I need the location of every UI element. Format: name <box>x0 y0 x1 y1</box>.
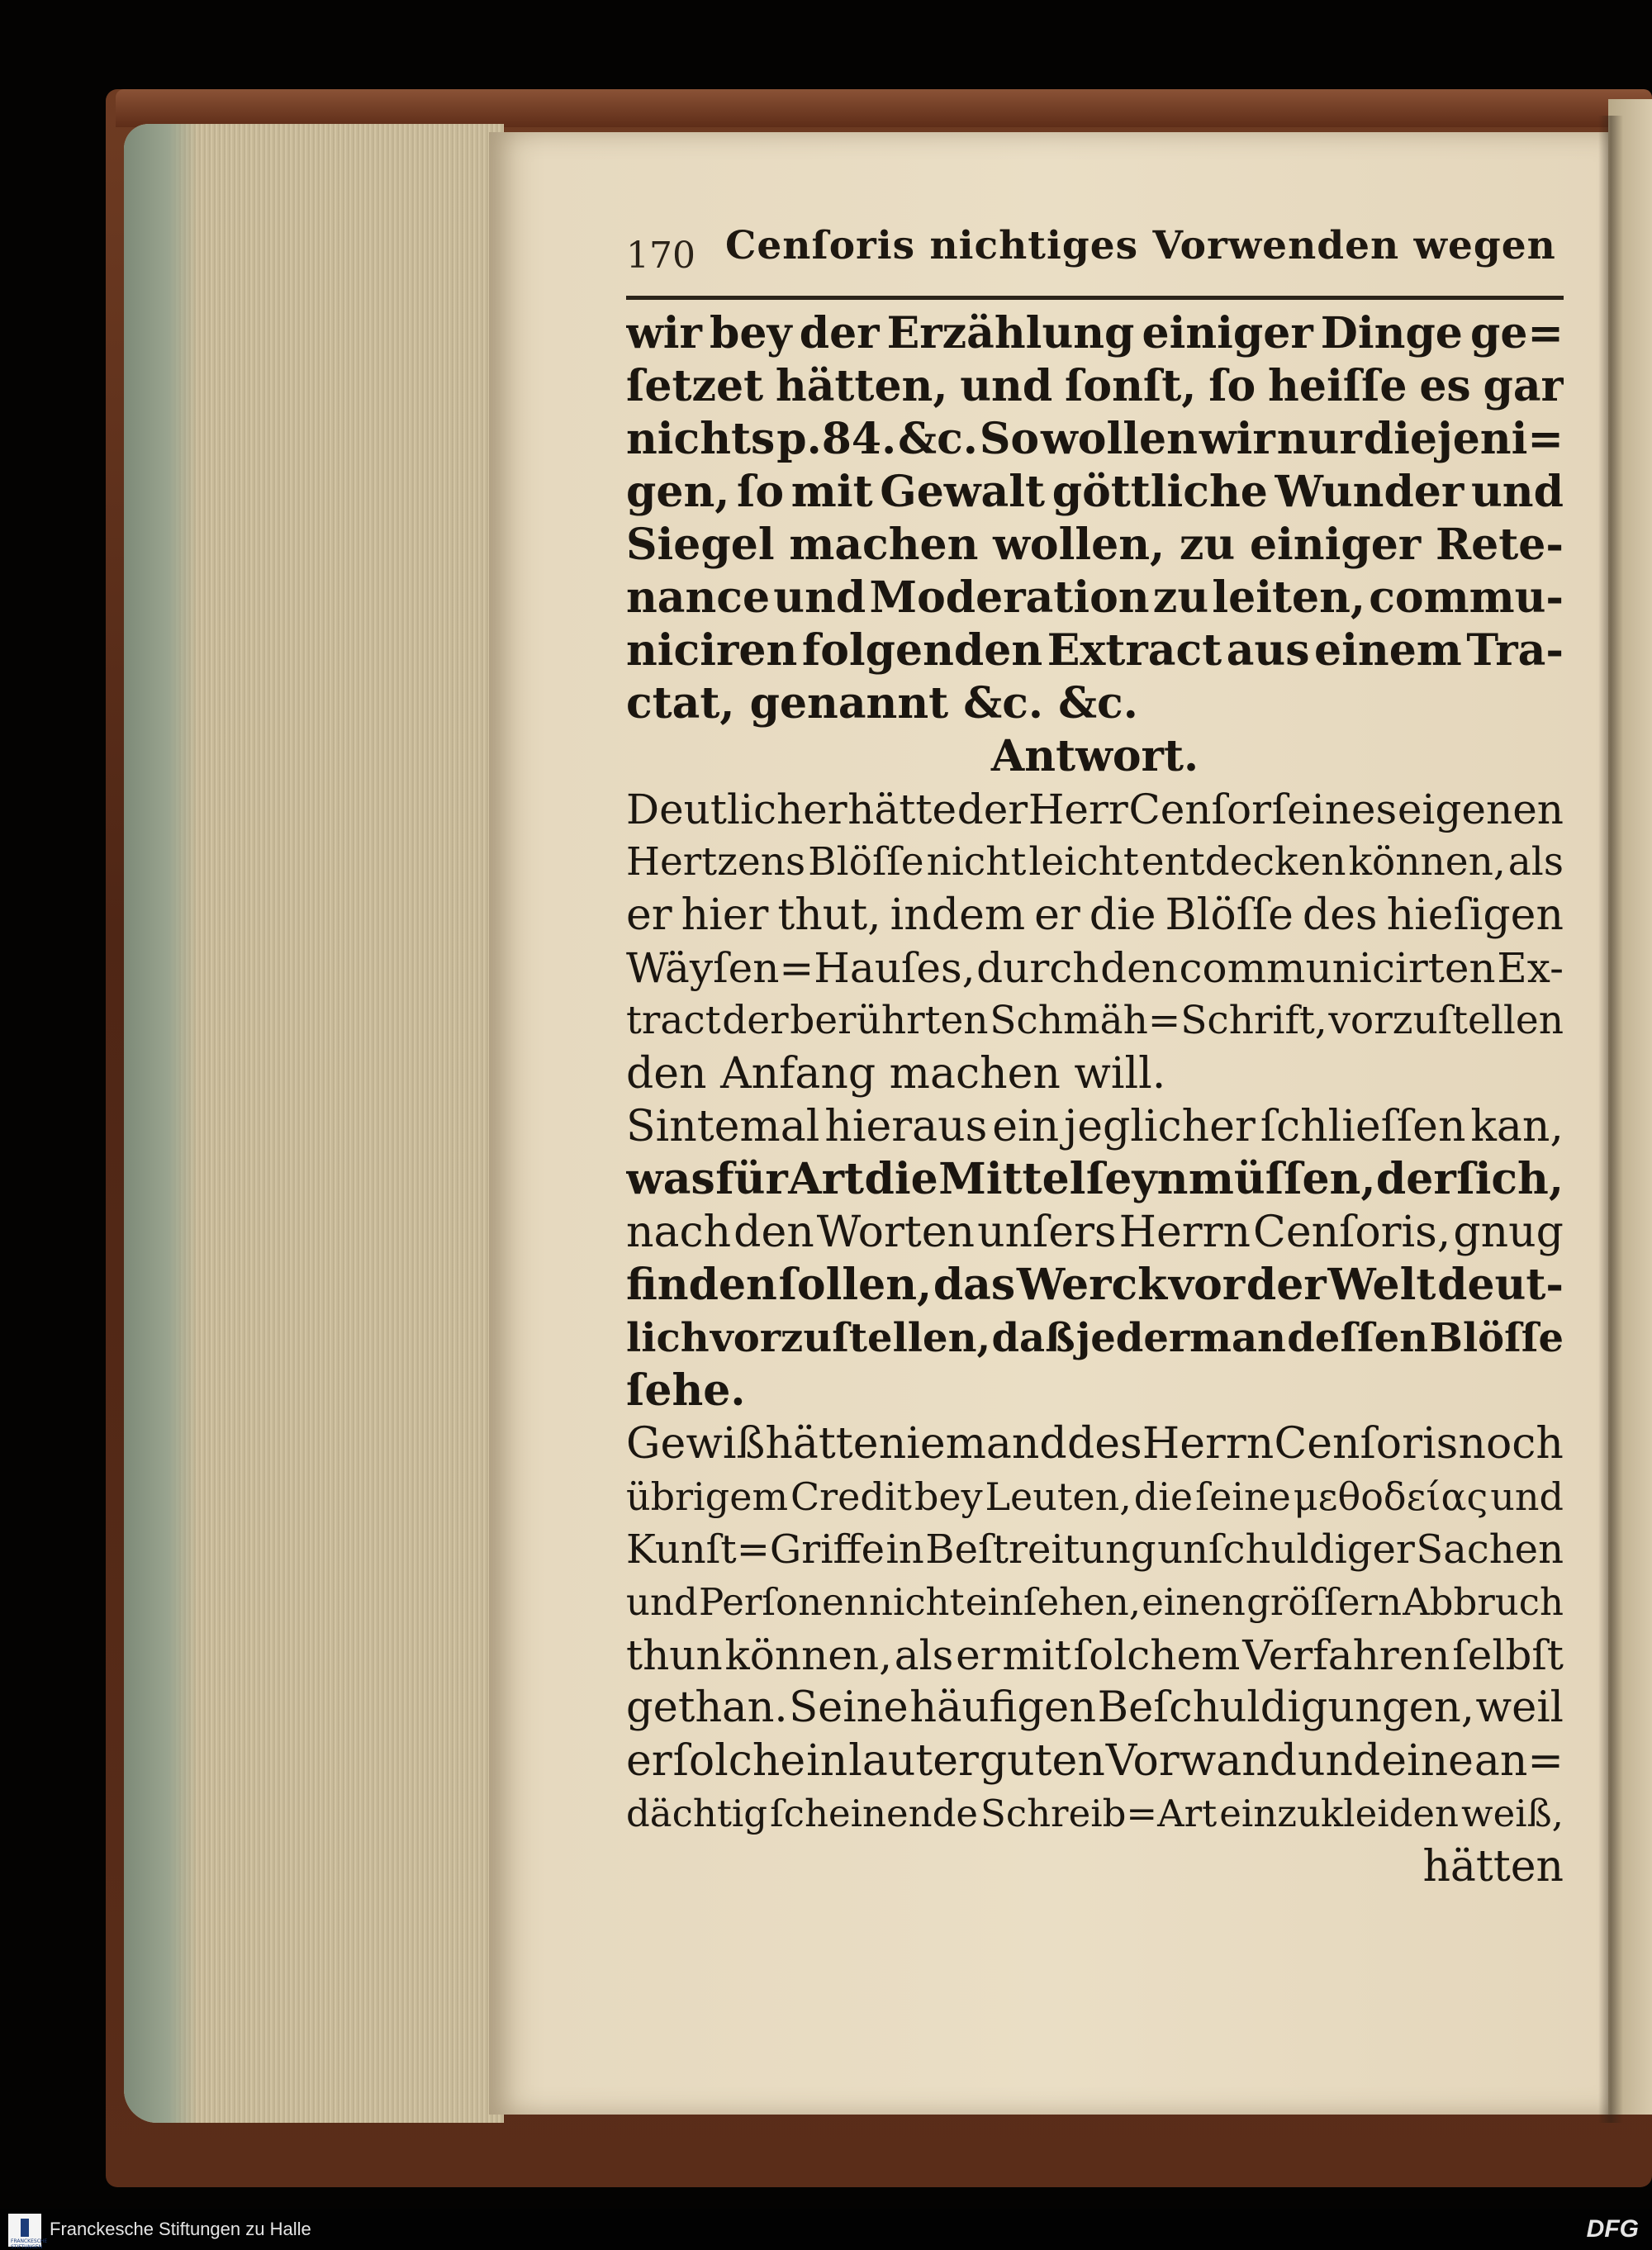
word: Abbruch <box>1403 1580 1564 1624</box>
text-line <box>626 572 1564 624</box>
word: heiſſe <box>1268 361 1408 411</box>
word: er <box>626 1736 672 1786</box>
word: Sachen <box>1416 1526 1564 1573</box>
word: Gewiß <box>626 1419 766 1469</box>
word: niemand <box>878 1419 1067 1469</box>
word: daß <box>991 1315 1075 1361</box>
word: es <box>1419 361 1471 411</box>
word: die <box>1133 1474 1194 1519</box>
text-line: ſehe. <box>626 1365 746 1416</box>
text-line: hätten <box>1422 1842 1564 1892</box>
word: thun <box>626 1631 723 1679</box>
word: ſolche <box>672 1736 806 1786</box>
logo-figure-icon <box>21 2219 29 2237</box>
text-line <box>626 1470 1564 1523</box>
text-line <box>626 1576 1564 1629</box>
word: hieſigen <box>1386 890 1564 940</box>
text-line <box>626 466 1564 519</box>
word: Herrn <box>1118 1208 1251 1257</box>
text-line <box>626 519 1564 572</box>
viewer-footer <box>0 2209 1652 2250</box>
word: ſeine <box>1195 1474 1291 1519</box>
word: nach <box>626 1208 732 1257</box>
text-line <box>626 1629 1564 1682</box>
word: hätte <box>765 1419 879 1469</box>
word: hätten, <box>775 361 948 411</box>
book-cover-top <box>116 89 1652 127</box>
word: Vorwand <box>1105 1736 1298 1786</box>
text-line <box>626 1417 1564 1470</box>
word: der <box>957 786 1028 833</box>
word: wir <box>1199 414 1275 464</box>
word: die <box>864 1154 938 1204</box>
word: nance <box>626 572 771 623</box>
word: ſetzet <box>626 361 764 411</box>
word: die <box>1089 890 1156 940</box>
word: des <box>1066 1419 1142 1469</box>
text-line <box>626 624 1564 677</box>
word: der <box>1375 1154 1456 1204</box>
text-line <box>626 1206 1564 1259</box>
word: ſelbſt <box>1452 1631 1564 1679</box>
word: wir <box>626 308 702 358</box>
word: Deutlicher <box>626 786 847 833</box>
word: Sintemal <box>626 1102 820 1151</box>
word: können, <box>1348 839 1506 885</box>
text-line: Antwort. <box>990 731 1199 781</box>
word: einiger <box>1249 520 1422 570</box>
word: zu <box>1179 520 1236 570</box>
word: müſſen, <box>1188 1154 1376 1204</box>
word: p.84. <box>776 414 897 464</box>
text-line <box>626 360 1564 413</box>
word: an= <box>1474 1736 1564 1786</box>
text-line: den Anfang machen will. <box>626 1049 1166 1099</box>
word: kan, <box>1470 1102 1564 1151</box>
word: Mittel <box>938 1154 1086 1204</box>
word: Perſonen <box>699 1580 868 1624</box>
word: Dinge <box>1320 308 1463 358</box>
word: niciren <box>626 625 798 676</box>
word: Leuten, <box>985 1474 1132 1519</box>
word: ein <box>992 1102 1060 1151</box>
word: Kunſt=Griffe <box>626 1526 885 1573</box>
word: &c. <box>898 414 978 464</box>
word: Wäyſen=Hauſes, <box>626 944 976 992</box>
running-head: Cenſoris nichtiges Vorwenden wegen <box>725 223 1556 268</box>
word: Herr <box>1028 786 1128 833</box>
word: ſo <box>737 467 785 517</box>
word: Herrn <box>1142 1419 1275 1469</box>
word: entdecken <box>1141 839 1346 885</box>
word: vorzuſtellen, <box>710 1315 991 1361</box>
word: häufigen <box>909 1683 1097 1732</box>
word: tract <box>626 998 721 1043</box>
word: commu- <box>1369 572 1564 623</box>
word: Werck <box>1016 1260 1168 1310</box>
word: noch <box>1458 1419 1564 1469</box>
text-line <box>626 836 1564 889</box>
text-line <box>626 889 1564 942</box>
word: Hertzens <box>626 839 806 885</box>
logo-text: FRANCKESCHE STIFTUNGEN <box>11 2238 48 2250</box>
word: Worten <box>816 1208 976 1257</box>
word: Blöſſe <box>808 839 924 885</box>
word: deut- <box>1437 1260 1564 1310</box>
word: gar <box>1483 361 1564 411</box>
word: er <box>956 1631 1000 1679</box>
word: communicirten <box>1179 944 1496 992</box>
word: Schmäh=Schrift, <box>990 998 1327 1043</box>
word: wollen, <box>993 520 1165 570</box>
word: vorzuſtellen <box>1328 998 1564 1043</box>
word: eine <box>1381 1736 1474 1786</box>
word: was <box>626 1154 715 1204</box>
word: gen, <box>626 467 730 517</box>
word: lich <box>626 1315 710 1361</box>
word: bey <box>914 1474 983 1519</box>
word: nichts <box>626 414 776 464</box>
word: Wunder <box>1275 467 1464 517</box>
word: Blöſſe <box>1429 1315 1564 1361</box>
word: Gewalt <box>880 467 1046 517</box>
word: einiger <box>1142 308 1313 358</box>
word: μεθοδείας <box>1293 1474 1488 1519</box>
word: ſollen, <box>778 1260 933 1310</box>
text-line <box>626 1787 1564 1840</box>
word: nur <box>1276 414 1362 464</box>
word: So <box>979 414 1040 464</box>
word: weiß, <box>1461 1792 1564 1835</box>
word: eigenen <box>1397 786 1564 833</box>
word: übrigem <box>626 1474 789 1519</box>
word: jeglicher <box>1064 1102 1256 1151</box>
word: zu <box>1152 572 1209 623</box>
word: finden <box>626 1260 777 1310</box>
word: ſonſt, <box>1065 361 1197 411</box>
word: folgenden <box>801 625 1043 676</box>
word: der <box>722 998 789 1043</box>
word: hieraus <box>824 1102 988 1151</box>
word: hätte <box>847 786 957 833</box>
word: thut, <box>777 890 881 940</box>
word: den <box>1100 944 1178 992</box>
word: Rete- <box>1435 520 1564 570</box>
word: göttliche <box>1051 467 1268 517</box>
text-line: ctat, genannt &c. &c. <box>626 678 1138 729</box>
page-gutter <box>1598 116 1623 2123</box>
word: berührten <box>790 998 989 1043</box>
word: gröſſern <box>1246 1580 1402 1624</box>
text-line <box>626 1312 1564 1365</box>
word: vor <box>1168 1260 1246 1310</box>
word: ge= <box>1469 308 1564 358</box>
word: hier <box>681 890 769 940</box>
word: Schreib=Art <box>980 1792 1218 1835</box>
word: des <box>1302 890 1378 940</box>
word: Welt <box>1327 1260 1436 1310</box>
word: und <box>1470 467 1564 517</box>
word: Extract <box>1047 625 1222 676</box>
word: unſers <box>977 1208 1117 1257</box>
text-line <box>626 942 1564 994</box>
text-line <box>626 1153 1564 1206</box>
word: das <box>933 1260 1016 1310</box>
institution-name: Franckesche Stiftungen zu Halle <box>50 2219 311 2239</box>
text-line <box>626 1100 1564 1153</box>
word: als <box>1507 839 1564 885</box>
word: einen <box>1142 1580 1246 1624</box>
word: Blöſſe <box>1165 890 1294 940</box>
word: wollen <box>1041 414 1198 464</box>
word: Ex- <box>1497 944 1564 992</box>
word: können, <box>724 1631 892 1679</box>
word: nicht <box>926 839 1027 885</box>
word: einem <box>1314 625 1462 676</box>
word: nicht <box>868 1580 965 1624</box>
word: er <box>1034 890 1080 940</box>
page-text <box>626 307 1564 1893</box>
text-line <box>626 1259 1564 1312</box>
word: der <box>799 308 880 358</box>
word: ſchlieſſen <box>1260 1102 1466 1151</box>
word: lauter <box>848 1736 979 1786</box>
word: aus <box>1226 625 1310 676</box>
word: für <box>715 1154 788 1204</box>
word: ſeines <box>1271 786 1398 833</box>
word: jederman <box>1075 1315 1286 1361</box>
word: ſolchem <box>1073 1631 1241 1679</box>
word: ſeyn <box>1085 1154 1189 1204</box>
word: und <box>1297 1736 1381 1786</box>
text-line <box>626 783 1564 836</box>
word: Moderation <box>869 572 1150 623</box>
word: durch <box>976 944 1099 992</box>
text-line <box>626 1735 1564 1787</box>
word: als <box>894 1631 954 1679</box>
word: der <box>1246 1260 1327 1310</box>
word: Cenſoris, <box>1253 1208 1451 1257</box>
word: gethan. <box>626 1683 788 1732</box>
word: und <box>1490 1474 1564 1519</box>
word: Siegel <box>626 520 775 570</box>
page-header <box>626 223 1564 289</box>
word: indem <box>890 890 1026 940</box>
word: in <box>885 1526 924 1573</box>
text-line <box>626 413 1564 466</box>
header-rule <box>626 296 1564 300</box>
word: Art <box>788 1154 865 1204</box>
word: Seine <box>789 1683 909 1732</box>
word: und <box>626 1580 698 1624</box>
text-line <box>626 994 1564 1047</box>
word: Beſtreitung <box>925 1526 1156 1573</box>
word: ſcheinende <box>770 1792 979 1835</box>
text-line <box>626 307 1564 360</box>
page-number: 170 <box>626 235 695 277</box>
word: unſchuldiger <box>1157 1526 1415 1573</box>
word: und <box>773 572 866 623</box>
word: leiten, <box>1212 572 1365 623</box>
word: Cenſoris <box>1274 1419 1459 1469</box>
text-line <box>626 1523 1564 1576</box>
institution-logo-icon <box>8 2214 48 2250</box>
word: deſſen <box>1287 1315 1429 1361</box>
word: einſehen, <box>965 1580 1142 1624</box>
word: diejeni= <box>1363 414 1564 464</box>
funder-logo: DFG <box>1586 2215 1639 2243</box>
word: und <box>960 361 1053 411</box>
word: dächtig <box>626 1792 768 1835</box>
word: den <box>733 1208 814 1257</box>
word: Erzählung <box>886 308 1135 358</box>
word: guten <box>979 1736 1105 1786</box>
word: mit <box>790 467 873 517</box>
word: ſich, <box>1456 1154 1564 1204</box>
page-edges-shade <box>124 124 198 2123</box>
word: Verfahren <box>1242 1631 1450 1679</box>
word: gnug <box>1453 1208 1564 1257</box>
word: Cenſor <box>1128 786 1272 833</box>
word: Credit <box>790 1474 913 1519</box>
word: Tra- <box>1466 625 1564 676</box>
word: ſo <box>1208 361 1256 411</box>
text-line <box>626 1682 1564 1735</box>
word: einzukleiden <box>1219 1792 1460 1835</box>
word: in <box>806 1736 848 1786</box>
word: machen <box>789 520 979 570</box>
word: er <box>626 890 672 940</box>
word: weil <box>1475 1683 1564 1732</box>
word: bey <box>709 308 792 358</box>
word: Beſchuldigungen, <box>1097 1683 1474 1732</box>
word: mit <box>1002 1631 1071 1679</box>
word: leicht <box>1028 839 1139 885</box>
